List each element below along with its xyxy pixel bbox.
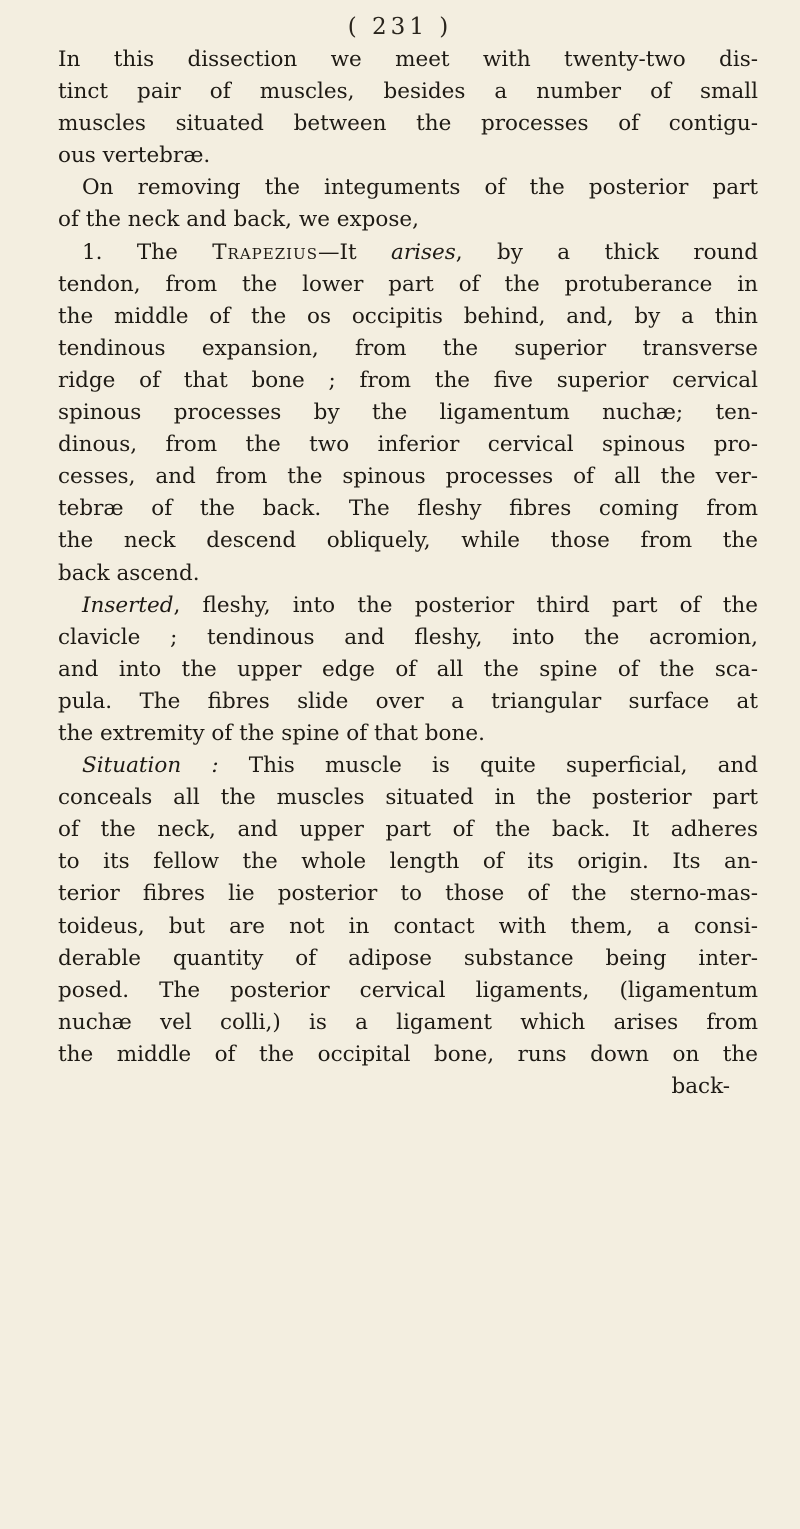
text-line: tendon, from the lower part of the protuberance in — [58, 271, 758, 297]
text-line: of the neck, and upper part of the back. It adheres — [58, 817, 758, 843]
inserted-rest: , fleshy, into the posterior third part of the — [173, 592, 758, 618]
text-line: terior fibres lie posterior to those of the sterno-mas- — [58, 881, 758, 907]
situation-term: Situation : — [82, 753, 219, 779]
text-line: tinct pair of muscles, besides a number of small — [58, 79, 758, 105]
trapezius-rest: , by a thick round — [455, 239, 759, 265]
text-line: dinous, from the two inferior cervical spinous pro- — [58, 432, 758, 458]
text-line: the extremity of the spine of that bone. — [58, 720, 485, 746]
situation-rest: This muscle is quite superficial, and — [218, 753, 758, 779]
text-line: On removing the integuments of the posterior part — [82, 175, 758, 201]
trapezius-number: 1. The — [82, 239, 213, 265]
text-line: ridge of that bone ; from the five superior cervical — [58, 367, 758, 393]
text-line: derable quantity of adipose substance being inter- — [58, 945, 758, 971]
arises-term: arises — [391, 239, 456, 265]
catchword: back- — [671, 1074, 730, 1099]
text-line: back ascend. — [58, 560, 200, 586]
text-line: tebræ of the back. The fleshy fibres coming from — [58, 496, 758, 522]
text-line: conceals all the muscles situated in the posterior part — [58, 785, 758, 811]
text-line: tendinous expansion, from the superior transverse — [58, 335, 758, 361]
body-text — [58, 44, 758, 1103]
text-line: In this dissection we meet with twenty-two dis- — [58, 47, 758, 72]
text-line: the middle of the os occipitis behind, and, by a thin — [58, 303, 758, 329]
text-line: clavicle ; tendinous and fleshy, into the acromion, — [58, 624, 758, 650]
inserted-line — [58, 590, 758, 622]
text-line: spinous processes by the ligamentum nuchæ; ten- — [58, 400, 758, 426]
text-line: the neck descend obliquely, while those from the — [58, 528, 758, 554]
inserted-term: Inserted — [82, 592, 174, 618]
trapezius-dash: —It — [317, 239, 392, 265]
text-line: cesses, and from the spinous processes of all the ver- — [58, 464, 758, 490]
text-line: nuchæ vel colli,) is a ligament which arises from — [58, 1009, 758, 1035]
text-line: pula. The fibres slide over a triangular surface at — [58, 688, 758, 714]
page-number: ( 231 ) — [347, 14, 453, 40]
text-line: posed. The posterior cervical ligaments, (ligamentum — [58, 977, 758, 1003]
text-line: ous vertebræ. — [58, 143, 211, 169]
text-line: toideus, but are not in contact with them, a consi- — [58, 913, 758, 939]
text-line: to its fellow the whole length of its origin. Its an- — [58, 849, 758, 875]
trapezius-name: Trapezius — [212, 239, 318, 265]
text-line: and into the upper edge of all the spine of the sca- — [58, 656, 758, 682]
trapezius-heading-line — [58, 237, 758, 269]
situation-line — [58, 750, 758, 782]
text-line: the middle of the occipital bone, runs down on the — [58, 1041, 758, 1067]
text-line: of the neck and back, we expose, — [58, 207, 419, 233]
text-line: muscles situated between the processes of contigu- — [58, 111, 758, 137]
